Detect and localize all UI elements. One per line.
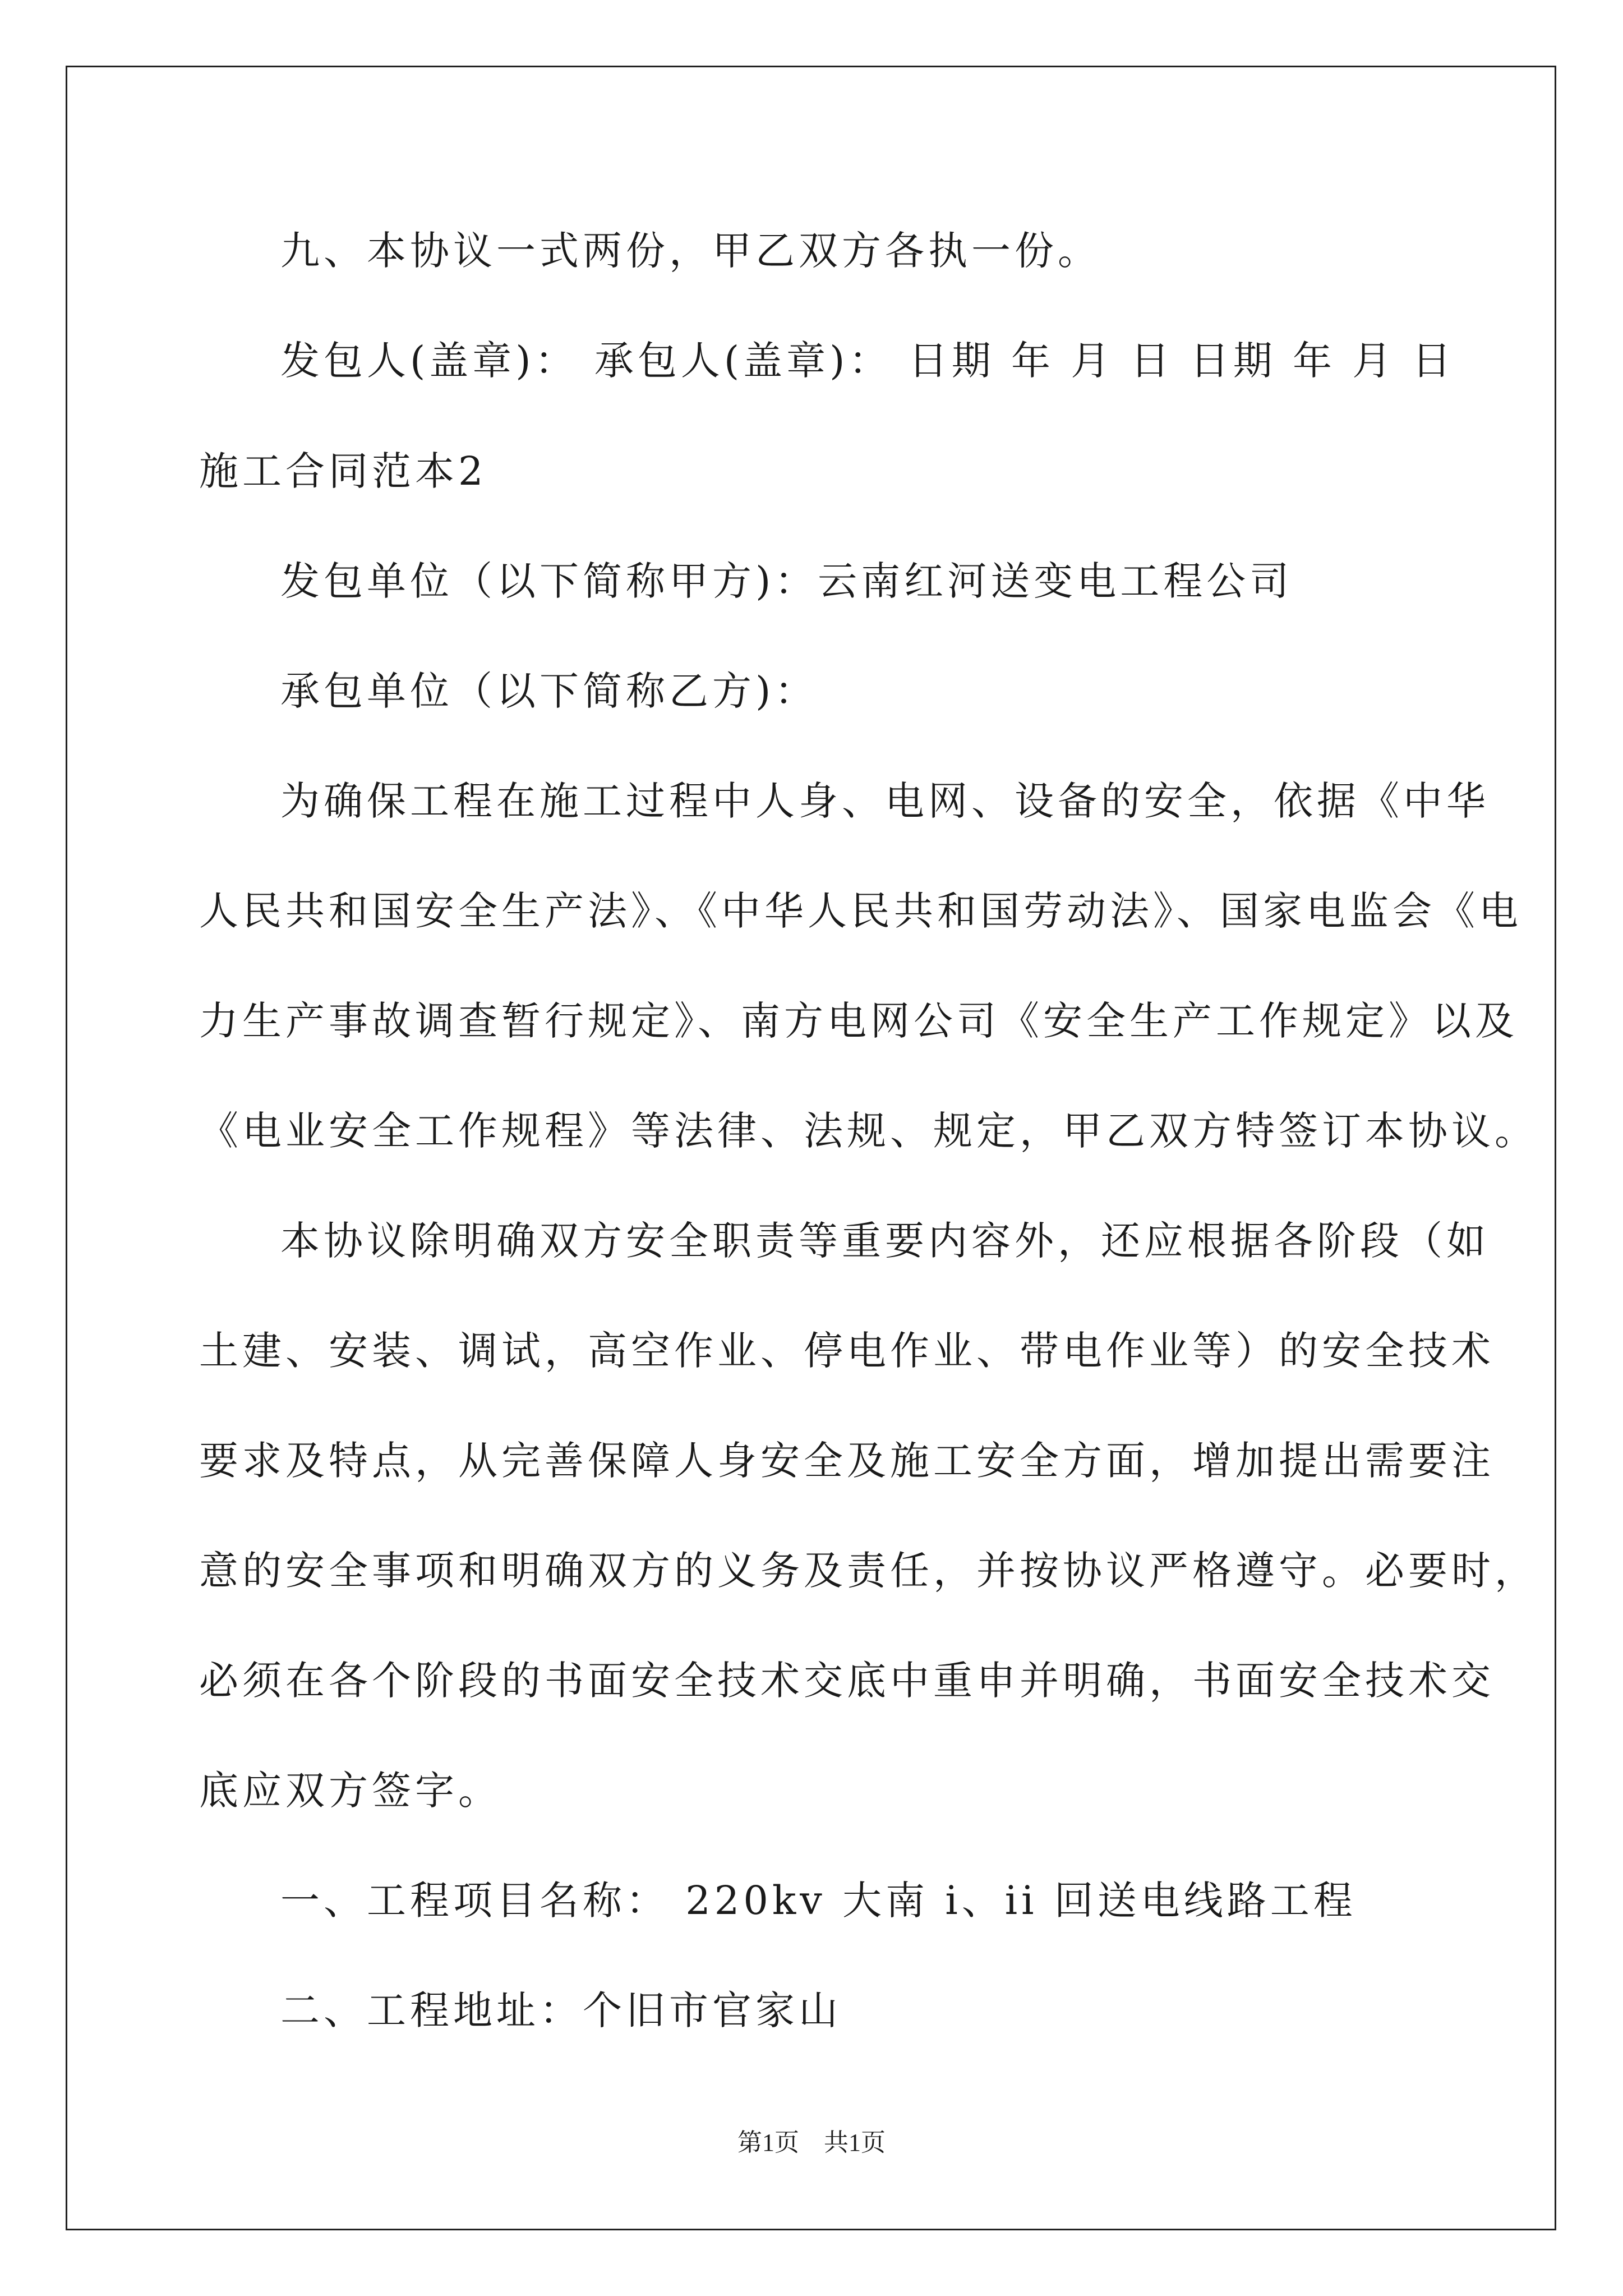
scope-line-4: 意的安全事项和明确双方的义务及责任，并按协议严格遵守。必要时， <box>199 1548 1538 1594</box>
scope-line-3: 要求及特点，从完善保障人身安全及施工安全方面，增加提出需要注 <box>199 1438 1495 1484</box>
party-b-line: 承包单位（以下简称乙方)： <box>280 668 818 714</box>
project-name-line: 一、工程项目名称： 220kv 大南 i、ii 回送电线路工程 <box>280 1878 1357 1924</box>
scope-line-2: 土建、安装、调试，高空作业、停电作业、带电作业等）的安全技术 <box>199 1328 1495 1374</box>
preamble-line-4: 《电业安全工作规程》等法律、法规、规定，甲乙双方特签订本协议。 <box>199 1108 1538 1154</box>
scope-line-1: 本协议除明确双方安全职责等重要内容外，还应根据各阶段（如 <box>280 1218 1490 1264</box>
project-address-line: 二、工程地址：个旧市官家山 <box>280 1987 842 2033</box>
preamble-line-3: 力生产事故调查暂行规定》、南方电网公司《安全生产工作规定》以及 <box>199 998 1518 1044</box>
party-a-line: 发包单位（以下简称甲方)：云南红河送变电工程公司 <box>280 558 1293 604</box>
scope-line-6: 底应双方签字。 <box>199 1768 501 1814</box>
clause-nine: 九、本协议一式两份，甲乙双方各执一份。 <box>280 228 1101 274</box>
preamble-line-1: 为确保工程在施工过程中人身、电网、设备的安全，依据《中华 <box>280 778 1490 824</box>
preamble-line-2: 人民共和国安全生产法》、《中华人民共和国劳动法》、国家电监会《电 <box>199 888 1522 934</box>
section-heading: 施工合同范本2 <box>199 448 487 494</box>
signature-line: 发包人(盖章)： 承包人(盖章)： 日期 年 月 日 日期 年 月 日 <box>280 338 1455 384</box>
page-footer: 第1页 共1页 <box>737 2129 886 2156</box>
scope-line-5: 必须在各个阶段的书面安全技术交底中重申并明确，书面安全技术交 <box>199 1658 1495 1704</box>
